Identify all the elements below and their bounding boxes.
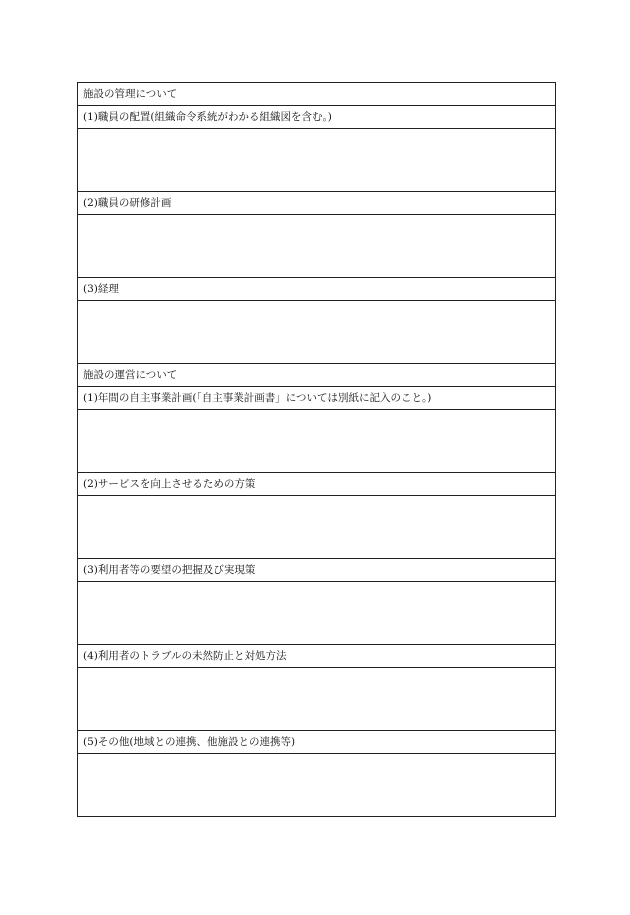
answer-field-other[interactable] xyxy=(78,754,555,817)
answer-field-staff-assignment[interactable] xyxy=(78,129,555,192)
item-label-staff-assignment: (1)職員の配置(組織命令系統がわかる組織図を含む。) xyxy=(78,106,555,129)
answer-field-staff-training[interactable] xyxy=(78,215,555,278)
item-label-accounting: (3)経理 xyxy=(78,278,555,301)
section-heading-management: 施設の管理について xyxy=(78,83,555,106)
item-label-annual-plan: (1)年間の自主事業計画(「自主事業計画書」については別紙に記入のこと。) xyxy=(78,387,555,410)
item-label-user-requests: (3)利用者等の要望の把握及び実現策 xyxy=(78,559,555,582)
answer-field-service-improvement[interactable] xyxy=(78,496,555,559)
section-heading-operation: 施設の運営について xyxy=(78,364,555,387)
answer-field-annual-plan[interactable] xyxy=(78,410,555,473)
item-label-other: (5)その他(地域との連携、他施設との連携等) xyxy=(78,731,555,754)
answer-field-trouble-prevention[interactable] xyxy=(78,668,555,731)
item-label-trouble-prevention: (4)利用者のトラブルの未然防止と対処方法 xyxy=(78,645,555,668)
form-table xyxy=(77,82,556,817)
item-label-staff-training: (2)職員の研修計画 xyxy=(78,192,555,215)
item-label-service-improvement: (2)サービスを向上させるための方策 xyxy=(78,473,555,496)
answer-field-user-requests[interactable] xyxy=(78,582,555,645)
answer-field-accounting[interactable] xyxy=(78,301,555,364)
